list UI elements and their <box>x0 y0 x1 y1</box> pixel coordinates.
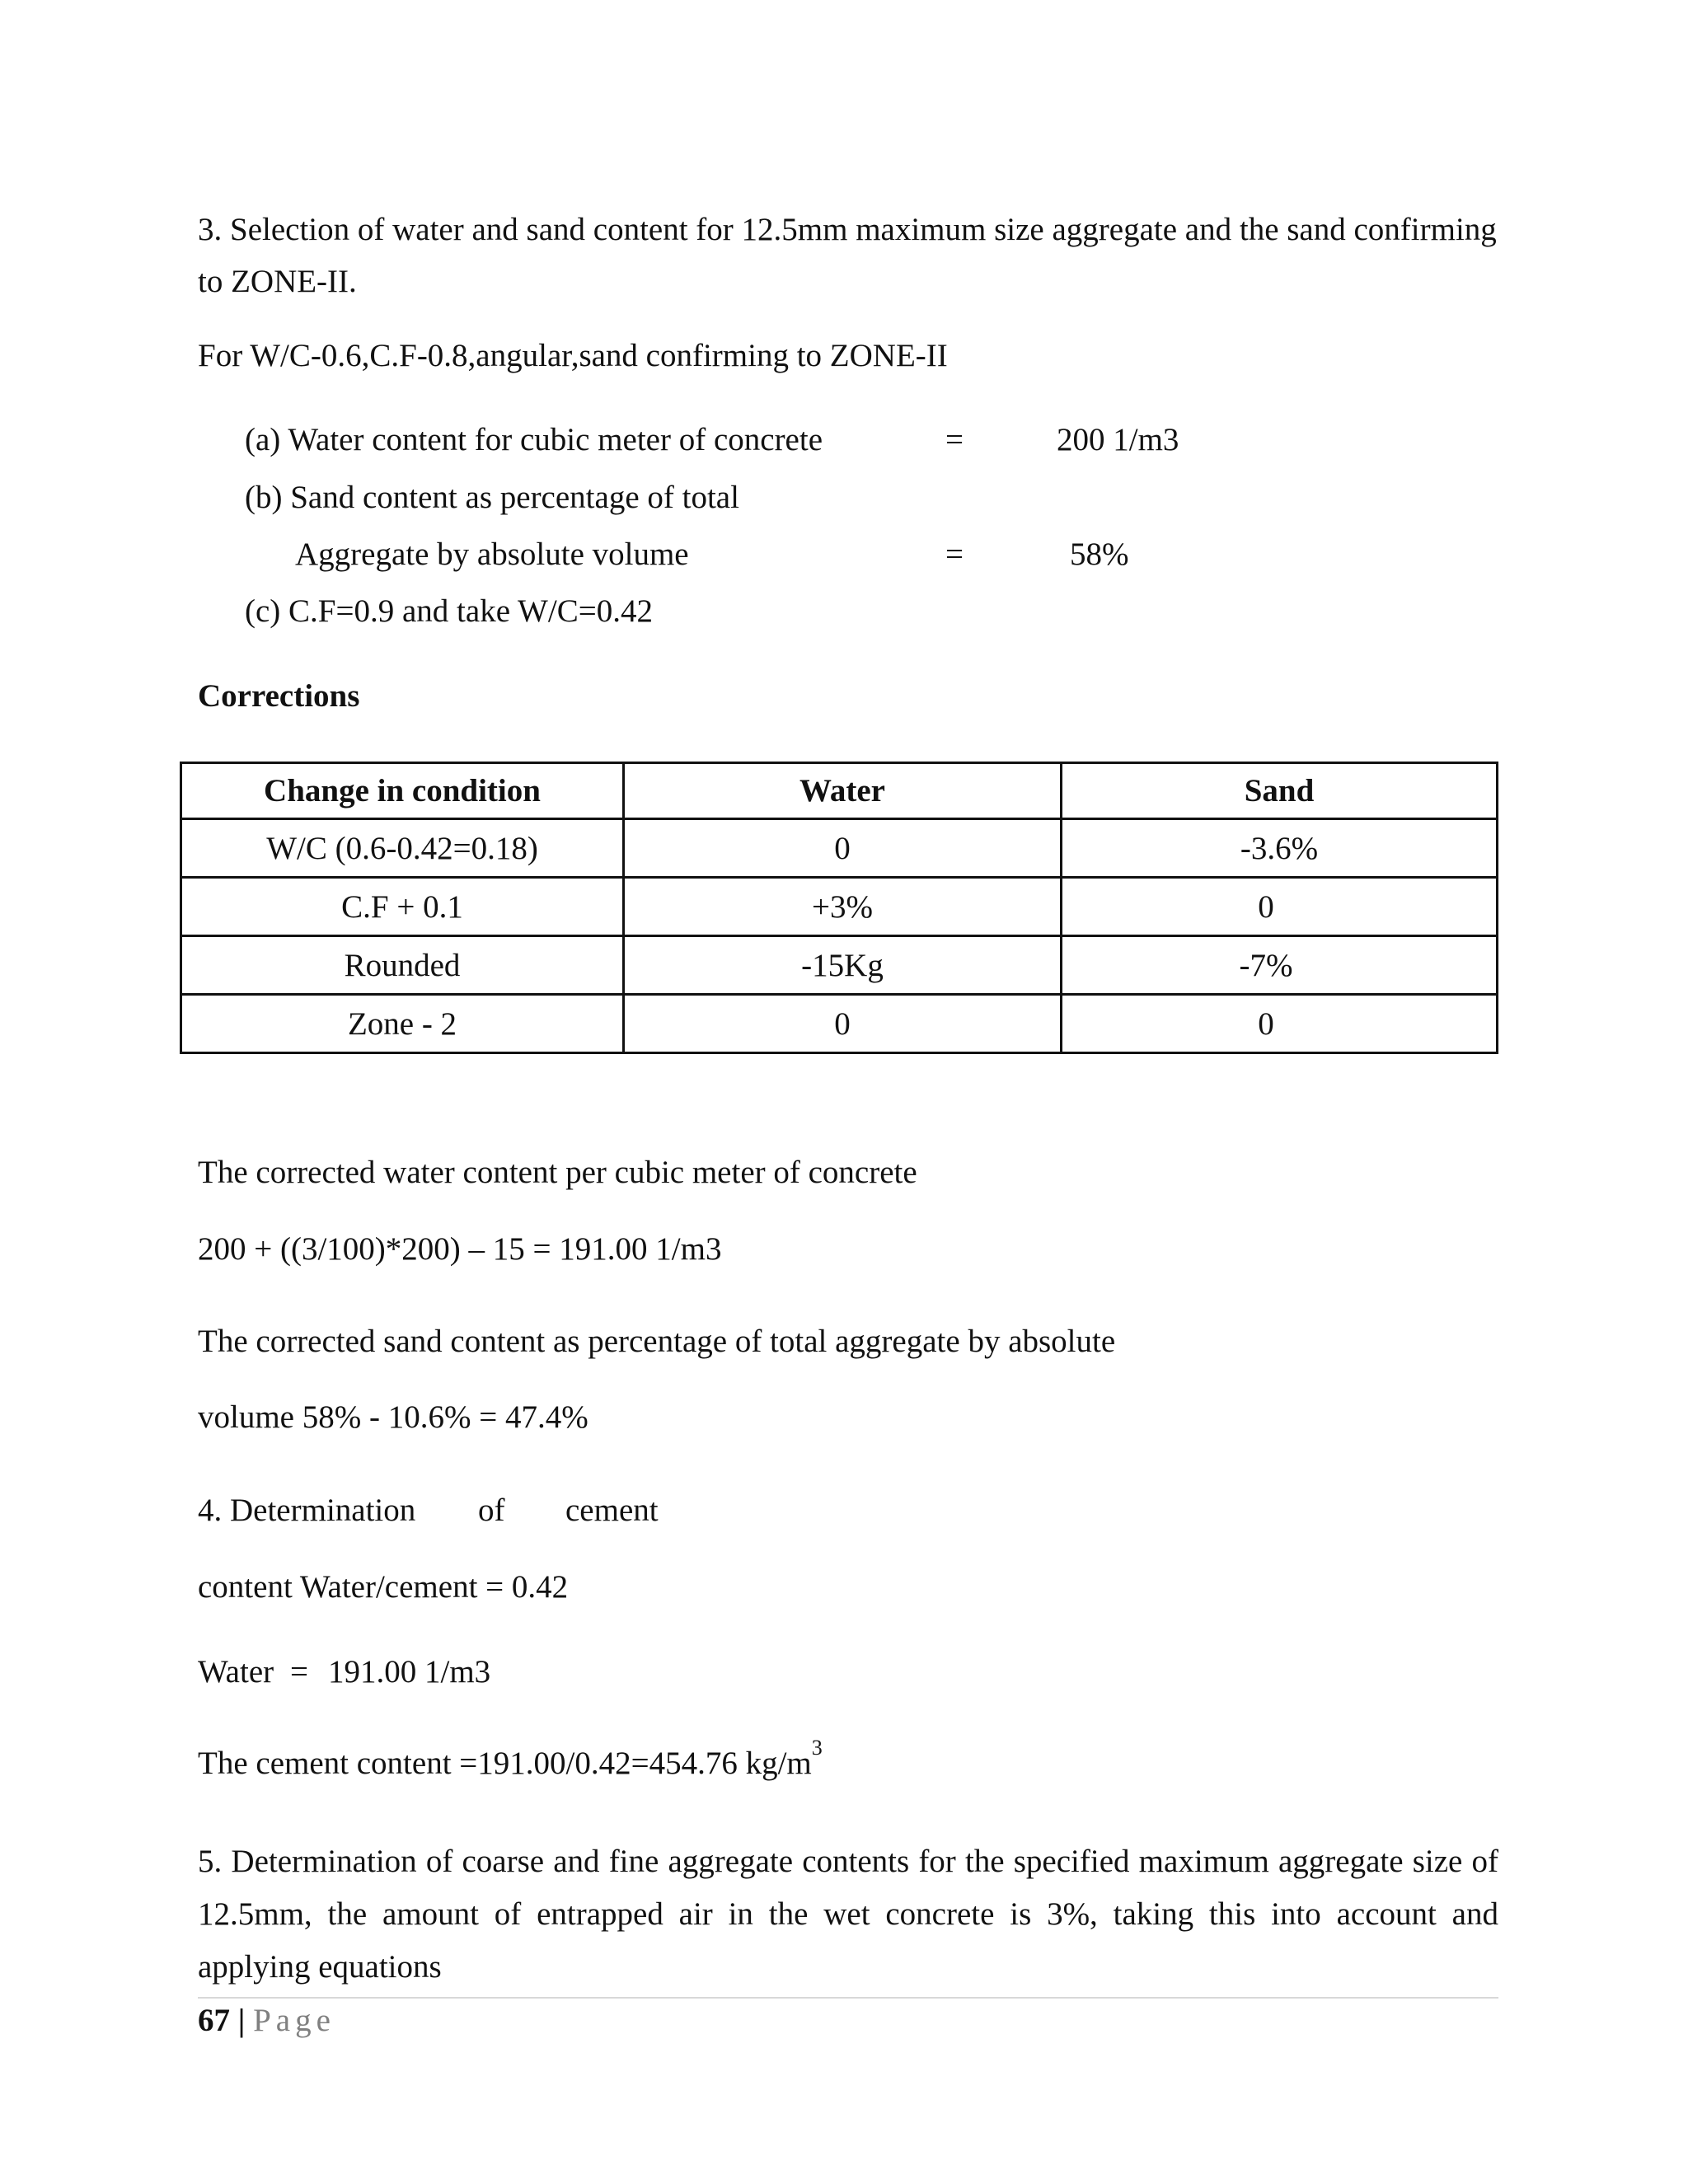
cell-condition: C.F + 0.1 <box>181 878 624 936</box>
item-a-equals: = <box>945 422 964 457</box>
section-4-line2: content Water/cement = 0.42 <box>198 1569 569 1605</box>
cell-water: +3% <box>624 878 1062 936</box>
cell-sand: -7% <box>1062 936 1498 995</box>
water-equals: = <box>290 1654 308 1690</box>
corrected-sand-line1: The corrected sand content as percentage of total aggregate by absolute <box>198 1324 1116 1359</box>
section-3-paragraph: 3. Selection of water and sand content for 12.5mm maximum size aggregate and the sand confirming to ZONE-II. <box>198 212 1497 299</box>
header-water: Water <box>624 763 1062 819</box>
cell-condition: Rounded <box>181 936 624 995</box>
item-b-label-line1: (b) Sand content as percentage of total <box>245 480 739 515</box>
item-a-value: 200 1/m3 <box>1057 422 1179 457</box>
table-row <box>181 995 1498 1053</box>
header-change-in-condition: Change in condition <box>181 763 624 819</box>
section-5-paragraph: 5. Determination of coarse and fine aggregate contents for the specified maximum aggregate size of 12.5mm, the amount of entrapped air in the wet concrete is 3%, taking this into account and applying equations <box>198 1844 1498 1985</box>
corrected-water-line2: 200 + ((3/100)*200) – 15 = 191.00 1/m3 <box>198 1231 722 1267</box>
cell-sand: -3.6% <box>1062 819 1498 878</box>
cement-unit-exponent: 3 <box>811 1736 823 1760</box>
page-separator: | <box>237 2003 246 2038</box>
corrected-sand-line2: volume 58% - 10.6% = 47.4% <box>198 1399 588 1435</box>
cell-sand: 0 <box>1062 995 1498 1053</box>
cell-sand: 0 <box>1062 878 1498 936</box>
table-header-row <box>181 763 1498 819</box>
corrections-table <box>180 762 1498 1054</box>
cell-water: 0 <box>624 995 1062 1053</box>
item-a-label: (a) Water content for cubic meter of concrete <box>245 422 823 457</box>
table-row <box>181 936 1498 995</box>
corrections-heading: Corrections <box>198 678 360 714</box>
page-footer <box>198 2004 335 2036</box>
cell-condition: W/C (0.6-0.42=0.18) <box>181 819 624 878</box>
item-c-label: (c) C.F=0.9 and take W/C=0.42 <box>245 593 653 629</box>
cement-content-line <box>198 1736 823 1781</box>
page-number: 67 <box>198 2003 230 2038</box>
water-label: Water <box>198 1654 274 1690</box>
header-sand: Sand <box>1062 763 1498 819</box>
item-b-equals: = <box>945 537 964 572</box>
section-4-word-1: 4. Determination <box>198 1493 416 1528</box>
item-b-label-line2: Aggregate by absolute volume <box>295 537 689 572</box>
item-b-value: 58% <box>1070 537 1129 572</box>
page-word: Page <box>253 2003 335 2038</box>
water-value: 191.00 1/m3 <box>328 1654 491 1690</box>
cell-condition: Zone - 2 <box>181 995 624 1053</box>
section-4-word-3: cement <box>565 1493 659 1528</box>
section-4-word-2: of <box>478 1493 505 1528</box>
cement-content-text: The cement content =191.00/0.42=454.76 kg/m <box>198 1746 812 1781</box>
table-row <box>181 878 1498 936</box>
conditions-line: For W/C-0.6,C.F-0.8,angular,sand confirming to ZONE-II <box>198 338 948 373</box>
table-row <box>181 819 1498 878</box>
footer-divider <box>198 1997 1498 1999</box>
cell-water: 0 <box>624 819 1062 878</box>
cell-water: -15Kg <box>624 936 1062 995</box>
corrected-water-line1: The corrected water content per cubic meter of concrete <box>198 1155 917 1190</box>
